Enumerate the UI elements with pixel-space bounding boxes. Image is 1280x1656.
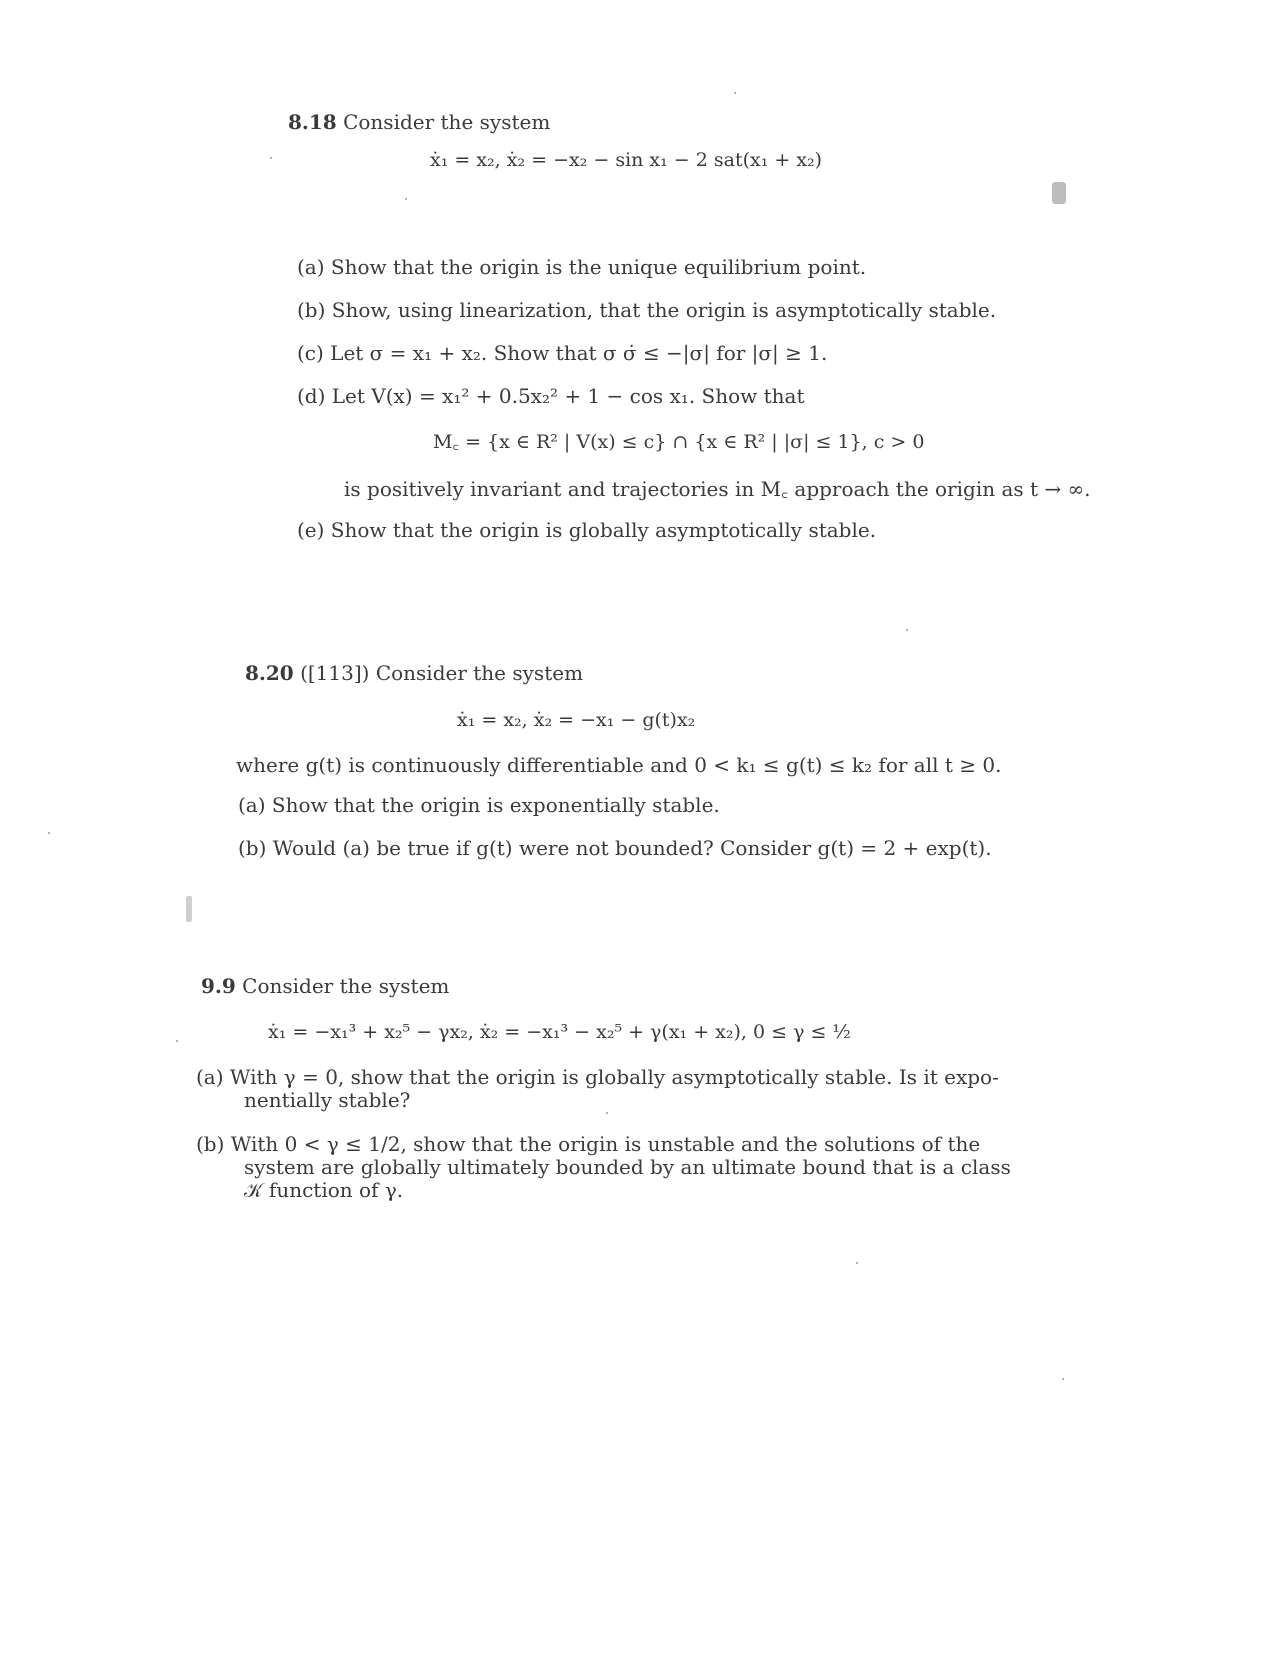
problem-number: 9.9 — [201, 974, 236, 998]
problem-8-18-set-definition: M꜀ = {x ∈ R² | V(x) ≤ c} ∩ {x ∈ R² | |σ| ≤ 1}, c > 0 — [433, 431, 925, 453]
problem-9-9-equation: ẋ₁ = −x₁³ + x₂⁵ − γx₂, ẋ₂ = −x₁³ − x₂⁵ + γ(x₁ + x₂), 0 ≤ γ ≤ ½ — [268, 1021, 851, 1043]
problem-8-18-equation: ẋ₁ = x₂, ẋ₂ = −x₂ − sin x₁ − 2 sat(x₁ + x₂) — [430, 149, 823, 171]
problem-intro: Consider the system — [242, 974, 450, 998]
problem-8-18-heading — [288, 110, 550, 134]
problem-8-20-where: where g(t) is continuously differentiable and 0 < k₁ ≤ g(t) ≤ k₂ for all t ≥ 0. — [236, 753, 1002, 777]
scan-speck — [270, 157, 272, 159]
problem-8-18-part-b: (b) Show, using linearization, that the origin is asymptotically stable. — [297, 298, 997, 322]
problem-9-9-heading — [201, 974, 449, 998]
scan-speck — [405, 198, 407, 200]
problem-8-18-part-d: (d) Let V(x) = x₁² + 0.5x₂² + 1 − cos x₁. Show that — [297, 384, 805, 408]
scan-speck — [48, 832, 50, 834]
problem-8-20-part-b: (b) Would (a) be true if g(t) were not bounded? Consider g(t) = 2 + exp(t). — [238, 836, 992, 860]
scan-speck — [856, 1262, 858, 1264]
scan-speck — [734, 92, 736, 94]
problem-8-20-equation: ẋ₁ = x₂, ẋ₂ = −x₁ − g(t)x₂ — [457, 709, 696, 731]
problem-9-9-part-a-line1: (a) With γ = 0, show that the origin is globally asymptotically stable. Is it expo- — [196, 1065, 999, 1089]
problem-8-20-part-a: (a) Show that the origin is exponentially stable. — [238, 793, 720, 817]
scan-artifact — [1052, 182, 1066, 204]
problem-number: 8.18 — [288, 110, 337, 134]
problem-intro: Consider the system — [343, 110, 551, 134]
problem-8-20-heading — [245, 661, 583, 685]
scan-speck — [606, 1112, 608, 1114]
problem-9-9-part-b-line1: (b) With 0 < γ ≤ 1/2, show that the origin is unstable and the solutions of the — [196, 1132, 981, 1156]
problem-9-9-part-b-line3: 𝒦 function of γ. — [244, 1178, 404, 1202]
problem-8-18-part-a: (a) Show that the origin is the unique equilibrium point. — [297, 255, 867, 279]
problem-number: 8.20 — [245, 661, 294, 685]
scan-artifact — [186, 896, 192, 922]
scan-speck — [906, 629, 908, 631]
problem-8-18-part-e: (e) Show that the origin is globally asymptotically stable. — [297, 518, 877, 542]
scan-speck — [176, 1040, 178, 1042]
problem-8-18-part-c: (c) Let σ = x₁ + x₂. Show that σ σ̇ ≤ −|σ| for |σ| ≥ 1. — [297, 341, 828, 365]
problem-9-9-part-a-line2: nentially stable? — [244, 1088, 411, 1112]
scan-speck — [1062, 1378, 1064, 1380]
problem-intro: ([113]) Consider the system — [300, 661, 584, 685]
problem-9-9-part-b-line2: system are globally ultimately bounded by an ultimate bound that is a class — [244, 1155, 1011, 1179]
problem-8-18-part-d-continuation: is positively invariant and trajectories in M꜀ approach the origin as t → ∞. — [344, 477, 1091, 501]
